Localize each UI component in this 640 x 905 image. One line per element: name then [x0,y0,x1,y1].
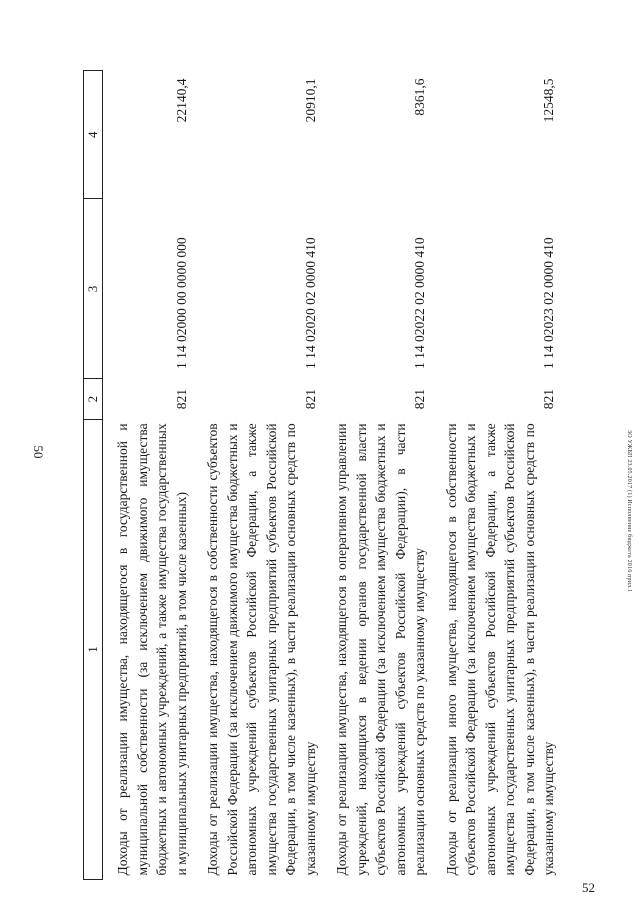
row-admin-code: 821 [302,389,318,410]
table-row [432,71,561,880]
row-description: Доходы от реализации имущества, находящегося в оперативном управлении учреждений, находящихся в ведении органов государственной власти субъектов Российской Федерации (за исключением имущества бюджетных и автономных учреждений субъектов Российской Федерации), в части реализации основных средств по указанному имуществу [334,423,427,876]
page-number-bottom: 52 [582,880,595,895]
header-col-4: 4 [84,71,103,199]
row-description: Доходы от реализации иного имущества, находящегося в собственности субъектов Российской Федерации (за исключением имущества бюджетных и автономных учреждений субъектов Российской Федерации, а также имущества государственных унитарных предприятий субъектов Российской Федерации, в том числе казенных), в части реализации основных средств по указанному имуществу [443,423,556,876]
row-description: Доходы от реализации имущества, находящегося в государственной и муниципальной собственности (за исключением движимого имущества бюджетных и автономных учреждений, а также имущества государственных и муниципальных унитарных предприятий, в том числе казенных) [115,423,189,876]
table-row [103,71,194,880]
header-col-3: 3 [84,199,103,379]
row-admin-code: 821 [412,389,427,410]
row-amount: 8361,6 [412,78,427,116]
table-row [322,71,432,880]
row-amount: 20910,1 [302,78,318,123]
row-budget-code: 1 14 02020 02 0000 410 [302,237,318,369]
row-budget-code: 1 14 02000 00 0000 000 [173,237,189,369]
table-header-row [84,71,103,880]
row-amount: 22140,4 [173,78,189,123]
footer-file-note: ЗО УЖБП 23.05.2017 (1) Исполнение бюджета 2016 прил.1 [626,430,632,593]
row-description: Доходы от реализации имущества, находящегося в собственности субъектов Российской Федерации (за исключением движимого имущества бюджетных и автономных учреждений субъектов Российской Федерации, а также имущества государственных унитарных предприятий субъектов Российской Федерации, в том числе казенных), в части реализации основных средств по указанному имуществу [205,423,318,876]
revenue-table [83,70,561,880]
row-admin-code: 821 [173,389,189,410]
row-budget-code: 1 14 02022 02 0000 410 [412,237,427,369]
rotated-page [83,50,603,880]
header-col-1: 1 [84,419,103,879]
row-amount: 12548,5 [541,78,556,123]
header-col-2: 2 [84,379,103,419]
table-row [193,71,322,880]
row-admin-code: 821 [541,389,556,410]
page-number-top: 50 [31,445,46,459]
row-budget-code: 1 14 02023 02 0000 410 [541,237,556,369]
